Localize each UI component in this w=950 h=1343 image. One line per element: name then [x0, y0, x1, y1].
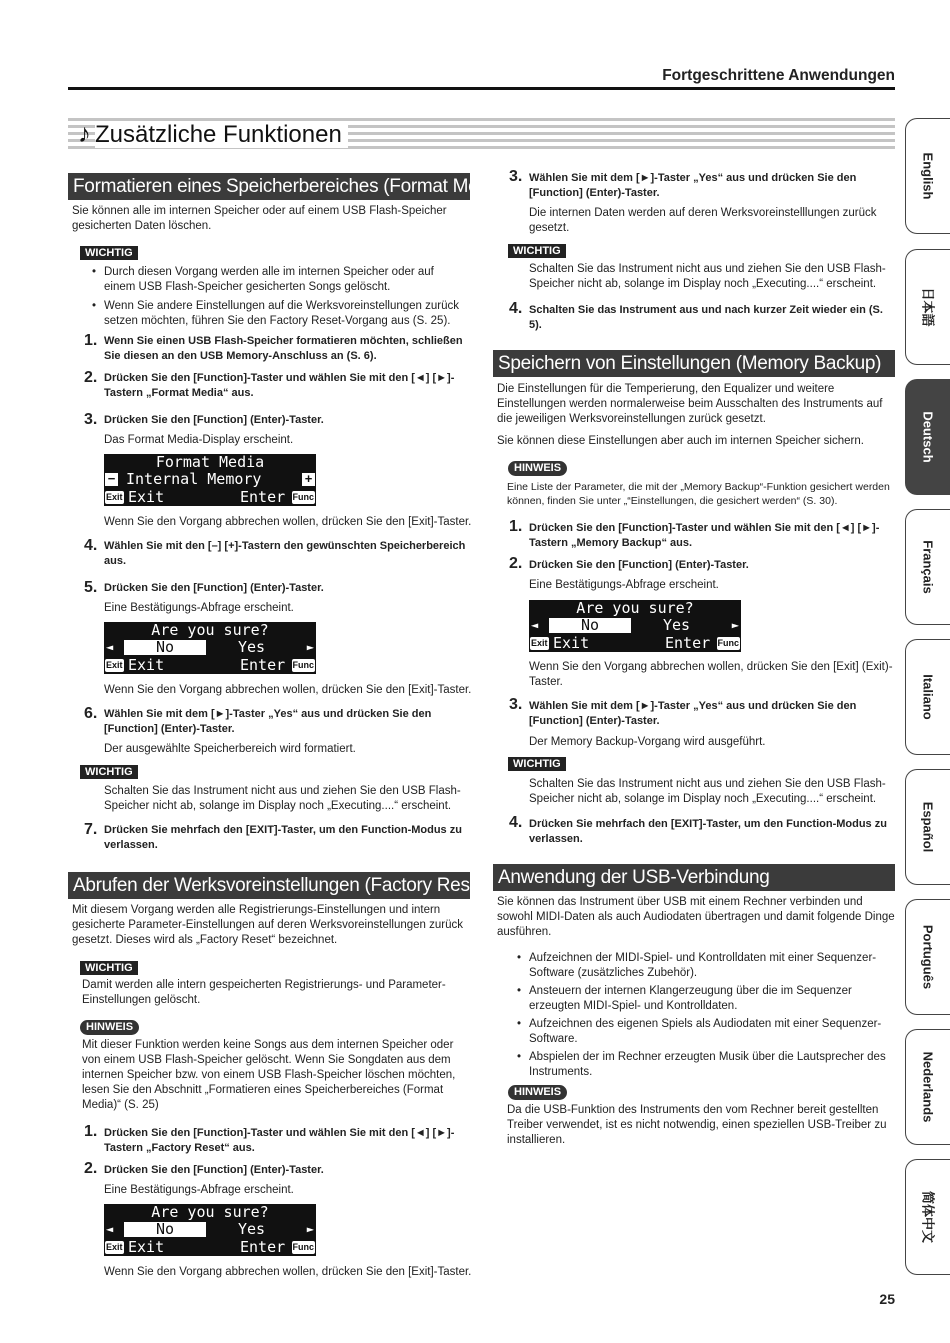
- step-text: Drücken Sie mehrfach den [EXIT]-Taster, um den Function-Modus zu verlassen.: [529, 818, 887, 845]
- step-text: Schalten Sie das Instrument aus und nach kurzer Zeit wieder ein (S. 5).: [529, 304, 883, 331]
- step-text: Drücken Sie den [Function] (Enter)-Taster.: [104, 582, 324, 594]
- tab-espanol[interactable]: Español: [905, 769, 950, 885]
- step-number: 7.: [84, 821, 98, 838]
- exit-key-icon: Exit: [531, 638, 548, 648]
- page-number: 25: [879, 1291, 895, 1307]
- list-item: • Ansteuern der internen Klangerzeugung über die im Sequenzer erzeugten MIDI-Spiel- und Kontrolldaten.: [517, 984, 895, 1014]
- func-key-icon: Func: [292, 492, 314, 502]
- cancel-note: Wenn Sie den Vorgang abbrechen wollen, drücken Sie den [Exit]-Taster.: [104, 1266, 472, 1278]
- step-result: Eine Bestätigungs-Abfrage erscheint.: [529, 579, 719, 591]
- music-note-icon: ♪: [78, 118, 91, 148]
- left-arrow-icon: ◄: [106, 1222, 114, 1236]
- tab-chinese[interactable]: 简体中文: [905, 1159, 950, 1275]
- wichtig-text: Damit werden alle intern gespeicherten Registrierungs- und Parameter-Einstellungen gelöscht.: [82, 979, 446, 1006]
- step-number: 3.: [509, 696, 523, 713]
- hinweis-badge: HINWEIS: [508, 1085, 567, 1100]
- step-text: Drücken Sie den [Function] (Enter)-Taster.: [104, 1164, 324, 1176]
- step-number: 2.: [84, 369, 98, 386]
- lcd-confirm: Are you sure? ◄ No Yes ► Exit Exit Enter Func: [106, 1204, 314, 1256]
- memory-backup-intro: Die Einstellungen für die Temperierung, den Equalizer und weitere Einstellungen werden normalerweise beim Ausschalten des Instruments auf die jeweiligen Werksvoreinstellungen zurück gesetzt.: [497, 383, 883, 425]
- step-number: 3.: [509, 168, 523, 185]
- section-heading-memory-backup: Speichern von Einstellungen (Memory Backup): [493, 350, 895, 377]
- step-text: Wählen Sie mit den [–] [+]-Tastern den gewünschten Speicherbereich aus.: [104, 540, 466, 567]
- step-result: Eine Bestätigungs-Abfrage erscheint.: [104, 602, 294, 614]
- hinweis-text: Mit dieser Funktion werden keine Songs aus dem internen Speicher oder von einem USB Flash-Speicher gelöscht. Wenn Sie Songdaten aus dem internen Speicher bzw. von einem USB Flash-Speicher löschen möchten, lesen Sie den Abschnitt „Formatieren eines Speicherbereiches (Format Media)“ (S. 25): [82, 1039, 456, 1111]
- cancel-note: Wenn Sie den Vorgang abbrechen wollen, drücken Sie den [Exit]-Taster.: [104, 516, 472, 528]
- func-key-icon: Func: [292, 1242, 314, 1252]
- right-arrow-icon: ►: [306, 1222, 314, 1236]
- wichtig-badge: WICHTIG: [508, 244, 566, 258]
- step-number: 4.: [84, 537, 98, 554]
- step-number: 2.: [509, 555, 523, 572]
- running-title: Fortgeschrittene Anwendungen: [662, 67, 895, 84]
- wichtig-text: Schalten Sie das Instrument nicht aus und ziehen Sie den USB Flash-Speicher nicht ab, solange im Display noch „Executing....“ erscheint.: [104, 785, 461, 812]
- page-title: ♪ Zusätzliche Funktionen: [78, 116, 348, 152]
- right-arrow-icon: ►: [731, 618, 739, 632]
- func-key-icon: Func: [292, 660, 314, 670]
- tab-italiano[interactable]: Italiano: [905, 639, 950, 755]
- exit-key-icon: Exit: [106, 1242, 123, 1252]
- wichtig-badge: WICHTIG: [80, 765, 138, 779]
- step-text: Drücken Sie den [Function]-Taster und wählen Sie mit den [◄] [►]-Tastern „Memory Backup“ aus.: [529, 522, 880, 549]
- step-number: 4.: [509, 814, 523, 831]
- step-number: 1.: [84, 1123, 98, 1140]
- step-number: 4.: [509, 300, 523, 317]
- lcd-format-media: Format Media − Internal Memory + Exit Exit Enter Func: [106, 454, 314, 506]
- wichtig-note-2: • Wenn Sie andere Einstellungen auf die Werksvoreinstellungen zurück setzen möchten, führen Sie den Factory Reset-Vorgang aus (S. 25).: [92, 299, 468, 329]
- func-key-icon: Func: [717, 638, 739, 648]
- step-result: Die internen Daten werden auf deren Werksvoreinstelllungen zurück gesetzt.: [529, 207, 877, 234]
- tab-english[interactable]: English: [905, 118, 950, 234]
- header-rule: [68, 87, 895, 90]
- wichtig-note-1: • Durch diesen Vorgang werden alle im internen Speicher oder auf einem USB Flash-Speicher gesicherten Songs gelöscht.: [92, 265, 468, 295]
- left-arrow-icon: ◄: [106, 640, 114, 654]
- tab-nederlands[interactable]: Nederlands: [905, 1029, 950, 1145]
- memory-backup-intro-2: Sie können diese Einstellungen aber auch im internen Speicher sichern.: [497, 435, 864, 447]
- exit-key-icon: Exit: [106, 492, 123, 502]
- tab-francais[interactable]: Français: [905, 509, 950, 625]
- step-text: Wählen Sie mit dem [►]-Taster „Yes“ aus und drücken Sie den [Function] (Enter)-Taster.: [529, 172, 857, 199]
- step-number: 6.: [84, 705, 98, 722]
- step-result: Eine Bestätigungs-Abfrage erscheint.: [104, 1184, 294, 1196]
- step-result: Der Memory Backup-Vorgang wird ausgeführt.: [529, 736, 766, 748]
- wichtig-badge: WICHTIG: [508, 757, 566, 771]
- step-text: Drücken Sie den [Function]-Taster und wählen Sie mit den [◄] [►]-Tastern „Format Media“ aus.: [104, 372, 455, 399]
- wichtig-text: Schalten Sie das Instrument nicht aus und ziehen Sie den USB Flash-Speicher nicht ab, solange im Display noch „Executing....“ erscheint.: [529, 263, 886, 290]
- step-result: Der ausgewählte Speicherbereich wird formatiert.: [104, 743, 356, 755]
- minus-icon: −: [105, 473, 118, 486]
- format-media-intro: Sie können alle im internen Speicher oder auf einem USB Flash-Speicher gesicherten Daten löschen.: [72, 205, 447, 232]
- tab-japanese[interactable]: 日本語: [905, 249, 950, 365]
- step-text: Drücken Sie den [Function] (Enter)-Taster.: [104, 414, 324, 426]
- wichtig-badge: WICHTIG: [80, 246, 138, 260]
- cancel-note: Wenn Sie den Vorgang abbrechen wollen, drücken Sie den [Exit]-Taster.: [104, 684, 472, 696]
- hinweis-badge: HINWEIS: [508, 461, 567, 476]
- wichtig-text: Schalten Sie das Instrument nicht aus und ziehen Sie den USB Flash-Speicher nicht ab, solange im Display noch „Executing....“ erscheint.: [529, 778, 886, 805]
- right-arrow-icon: ►: [306, 640, 314, 654]
- section-heading-factory-reset: Abrufen der Werksvoreinstellungen (Factory Reset): [68, 872, 470, 899]
- list-item: • Aufzeichnen der MIDI-Spiel- und Kontrolldaten mit einer Sequenzer-Software (zusätzliches Zubehör).: [517, 951, 895, 981]
- wichtig-badge: WICHTIG: [80, 961, 138, 975]
- step-text: Drücken Sie den [Function]-Taster und wählen Sie mit den [◄] [►]-Tastern „Factory Reset“ aus.: [104, 1127, 455, 1154]
- lcd-confirm: Are you sure? ◄ No Yes ► Exit Exit Enter Func: [531, 600, 739, 652]
- lcd-confirm: Are you sure? ◄ No Yes ► Exit Exit Enter Func: [106, 622, 314, 674]
- exit-key-icon: Exit: [106, 660, 123, 670]
- factory-reset-intro: Mit diesem Vorgang werden alle Registrierungs-Einstellungen und intern gesicherte Parameter-Einstellungen auf deren Werksvoreinstellungen zurück gesetzt. Dieses wird als „Factory Reset“ bezeichnet.: [72, 904, 463, 946]
- step-number: 5.: [84, 579, 98, 596]
- tab-deutsch[interactable]: Deutsch: [905, 379, 950, 495]
- left-arrow-icon: ◄: [531, 618, 539, 632]
- plus-icon: +: [302, 473, 315, 486]
- step-number: 3.: [84, 411, 98, 428]
- step-number: 2.: [84, 1160, 98, 1177]
- usb-intro: Sie können das Instrument über USB mit einem Rechner verbinden und sowohl MIDI-Daten als auch Audiodaten übertragen und damit folgende Dinge ausführen.: [497, 896, 895, 938]
- list-item: • Aufzeichnen des eigenen Spiels als Audiodaten mit einer Sequenzer-Software.: [517, 1017, 895, 1047]
- step-result: Das Format Media-Display erscheint.: [104, 434, 294, 446]
- hinweis-text: Eine Liste der Parameter, die mit der „Memory Backup“-Funktion gesichert werden können, finden Sie unter „“Einstellungen, die gesichert werden“ (S. 30).: [507, 481, 890, 507]
- tab-portugues[interactable]: Português: [905, 899, 950, 1015]
- section-heading-format-media: Formatieren eines Speicherbereiches (Format Media): [68, 173, 470, 200]
- step-text: Drücken Sie den [Function] (Enter)-Taster.: [529, 559, 749, 571]
- hinweis-text: Da die USB-Funktion des Instruments den vom Rechner bereit gestellten Treiber verwendet, ist es nicht notwendig, einen speziellen USB-Treiber zu installieren.: [507, 1104, 887, 1146]
- step-text: Wählen Sie mit dem [►]-Taster „Yes“ aus und drücken Sie den [Function] (Enter)-Taster.: [104, 708, 432, 735]
- section-heading-usb: Anwendung der USB-Verbindung: [493, 864, 895, 891]
- hinweis-badge: HINWEIS: [80, 1020, 139, 1035]
- step-text: Wählen Sie mit dem [►]-Taster „Yes“ aus und drücken Sie den [Function] (Enter)-Taster.: [529, 700, 857, 727]
- step-number: 1.: [509, 518, 523, 535]
- step-number: 1.: [84, 332, 98, 349]
- list-item: • Abspielen der im Rechner erzeugten Musik über die Lautsprecher des Instruments.: [517, 1050, 895, 1080]
- step-text: Wenn Sie einen USB Flash-Speicher formatieren möchten, schließen Sie diesen an den USB Memory-Anschluss an (S. 6).: [104, 335, 463, 362]
- step-text: Drücken Sie mehrfach den [EXIT]-Taster, um den Function-Modus zu verlassen.: [104, 824, 462, 851]
- cancel-note: Wenn Sie den Vorgang abbrechen wollen, drücken Sie den [Exit] (Exit)-Taster.: [529, 661, 893, 688]
